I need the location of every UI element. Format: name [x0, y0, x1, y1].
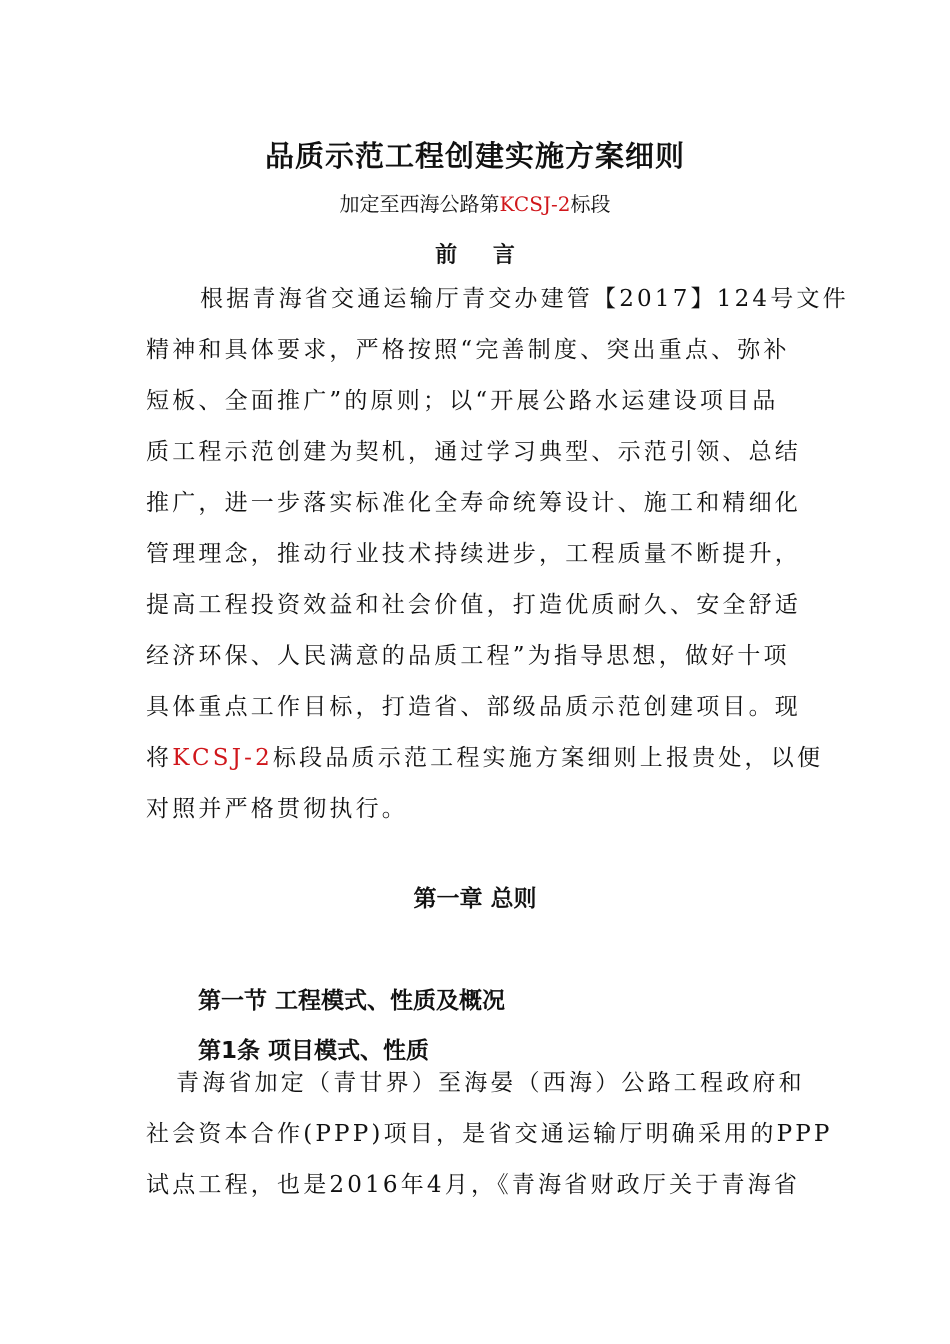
preface-line10-prefix: 将	[146, 745, 173, 771]
article-line: 社会资本合作(PPP)项目，是省交通运输厅明确采用的PPP	[146, 1121, 833, 1147]
preface-line: 短板、全面推广”的原则；以“开展公路水运建设项目品	[146, 388, 779, 414]
preface-line10-code: KCSJ-2	[172, 745, 273, 771]
preface-paragraph	[146, 282, 849, 843]
preface-line: 提高工程投资效益和社会价值，打造优质耐久、安全舒适	[146, 592, 801, 618]
article-paragraph	[146, 1066, 833, 1219]
preface-line: 经济环保、人民满意的品质工程”为指导思想，做好十项	[146, 643, 790, 669]
subtitle-prefix: 加定至西海公路第	[339, 192, 500, 216]
preface-line: 推广，进一步落实标准化全寿命统筹设计、施工和精细化	[146, 490, 801, 516]
article-line: 试点工程，也是2016年4月，《青海省财政厅关于青海省	[146, 1172, 801, 1198]
preface-line: 对照并严格贯彻执行。	[146, 796, 408, 822]
preface-line	[146, 741, 824, 792]
preface-heading: 前 言	[435, 243, 529, 268]
preface-line: 根据青海省交通运输厅青交办建管【2017】124号文件	[200, 286, 849, 312]
preface-line: 管理理念，推动行业技术持续进步，工程质量不断提升，	[146, 541, 801, 567]
document-title: 品质示范工程创建实施方案细则	[264, 139, 685, 173]
subtitle-code: KCSJ-2	[499, 192, 571, 216]
document-subtitle	[0, 188, 950, 217]
article-heading: 第1条 项目模式、性质	[198, 1038, 430, 1064]
chapter-heading: 第一章 总则	[413, 886, 537, 912]
preface-line: 具体重点工作目标，打造省、部级品质示范创建项目。现	[146, 694, 801, 720]
section-heading: 第一节 工程模式、性质及概况	[198, 988, 506, 1014]
subtitle-suffix: 标段	[570, 192, 611, 216]
preface-line10-suffix: 标段品质示范工程实施方案细则上报贵处，以便	[272, 745, 824, 771]
article-line: 青海省加定（青甘界）至海晏（西海）公路工程政府和	[176, 1070, 805, 1096]
preface-line: 精神和具体要求，严格按照“完善制度、突出重点、弥补	[146, 337, 790, 363]
preface-line: 质工程示范创建为契机，通过学习典型、示范引领、总结	[146, 439, 801, 465]
